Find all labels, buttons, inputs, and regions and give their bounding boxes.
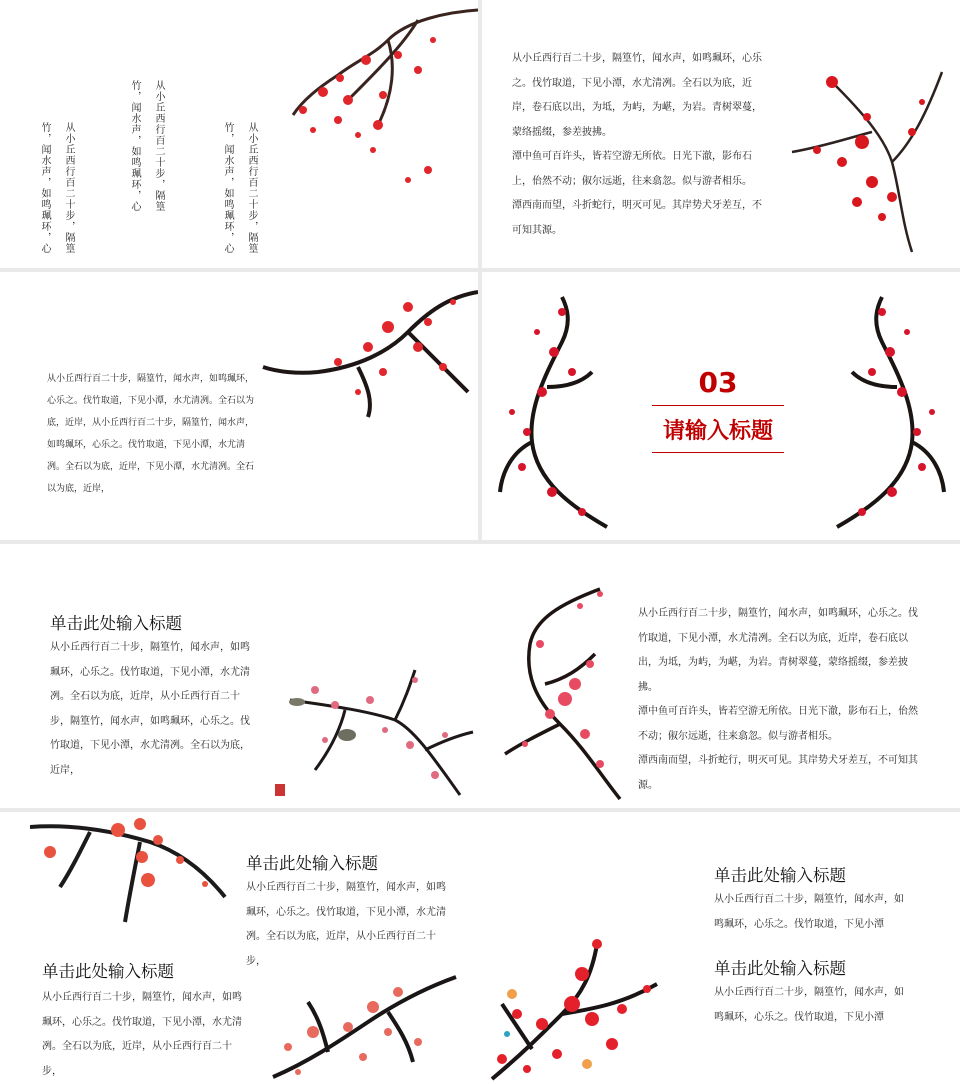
plum-blossom-bottom-right-image bbox=[482, 924, 682, 1084]
slide-2 bbox=[482, 0, 960, 268]
slide-5 bbox=[0, 544, 960, 808]
plum-blossom-branch-image bbox=[278, 0, 478, 200]
body-text: 从小丘西行百二十步，隔篁竹，闻水声，如鸣珮环，心乐之。伐竹取道，下见小潭，水尤清冽。全石以为底，近岸，从小丘西行百二十步， bbox=[42, 992, 242, 1077]
paragraph: 潭西南而望，斗折蛇行，明灭可见。其岸势犬牙差互，不可知其源。 bbox=[638, 755, 918, 791]
body-text: 从小丘西行百二十步，隔篁竹，闻水声，如鸣珮环，心乐之。伐竹取道，下见小潭，水尤清冽。全石以为底，近岸，从小丘西行百二十步，隔篁竹，闻水声，如鸣珮环，心乐之。伐竹取道，下见小潭，水尤清冽。全石以为底，近岸，下见小潭，水尤清冽。全石以为底，近岸， bbox=[47, 374, 255, 494]
section-heading: 单击此处输入标题 bbox=[714, 866, 846, 885]
plum-blossom-left-image bbox=[492, 292, 632, 532]
vertical-text-col: 竹，闻水声，如鸣珮环，心 bbox=[222, 122, 233, 254]
plum-blossom-branch-image bbox=[500, 584, 630, 804]
body-text bbox=[638, 602, 920, 798]
body-text: 从小丘西行百二十步，隔篁竹，闻水声，如鸣珮环，心乐之。伐竹取道，下见小潭 bbox=[714, 987, 904, 1023]
section-heading: 单击此处输入标题 bbox=[714, 959, 846, 978]
plum-blossom-bottom-image bbox=[268, 972, 458, 1082]
divider-line bbox=[652, 452, 784, 453]
plum-blossom-branch-image bbox=[772, 42, 952, 262]
plum-blossom-bird-image bbox=[285, 660, 475, 800]
plum-blossom-top-left-image bbox=[30, 812, 230, 927]
plum-blossom-right-image bbox=[812, 292, 952, 532]
vertical-text-col: 从小丘西行百二十步，隔篁 bbox=[153, 80, 164, 212]
section-heading: 单击此处输入标题 bbox=[246, 854, 378, 873]
slide-3 bbox=[0, 272, 478, 540]
section-heading: 单击此处输入标题 bbox=[42, 962, 174, 981]
body-text bbox=[512, 47, 768, 243]
body-text: 从小丘西行百二十步，隔篁竹，闻水声，如鸣珮环，心乐之。伐竹取道，下见小潭 bbox=[714, 894, 904, 930]
paragraph: 从小丘西行百二十步，隔篁竹，闻水声，如鸣珮环，心乐之。伐竹取道，下见小潭，水尤清冽。全石以为底，近岸，卷石底以出，为坻，为屿，为嵁，为岩。青树翠蔓，蒙络摇缀，参差披拂。 bbox=[512, 53, 762, 138]
body-text: 从小丘西行百二十步，隔篁竹，闻水声，如鸣珮环，心乐之。伐竹取道，下见小潭，水尤清冽。全石以为底，近岸，从小丘西行百二十步， bbox=[246, 882, 446, 967]
vertical-text-col: 从小丘西行百二十步，隔篁 bbox=[246, 122, 257, 254]
paragraph: 从小丘西行百二十步，隔篁竹，闻水声，如鸣珮环，心乐之。伐竹取道，下见小潭，水尤清冽。全石以为底，近岸，卷石底以出，为坻，为屿，为嵁，为岩。青树翠蔓，蒙络摇缀，参差披拂。 bbox=[638, 608, 918, 693]
vertical-text-col: 竹，闻水声，如鸣珮环，心 bbox=[39, 122, 50, 254]
section-title: 请输入标题 bbox=[662, 419, 773, 444]
plum-blossom-branch-image bbox=[258, 272, 478, 422]
vertical-text-col: 从小丘西行百二十步，隔篁 bbox=[63, 122, 74, 254]
slide-6 bbox=[0, 812, 960, 1084]
seal-stamp bbox=[275, 784, 285, 796]
section-heading: 单击此处输入标题 bbox=[50, 614, 182, 633]
divider-line bbox=[652, 405, 784, 406]
vertical-text-col: 竹，闻水声，如鸣珮环，心 bbox=[129, 80, 140, 212]
paragraph: 潭西南而望，斗折蛇行，明灭可见。其岸势犬牙差互，不可知其源。 bbox=[512, 200, 762, 236]
paragraph: 潭中鱼可百许头，皆若空游无所依。日光下澈，影布石上，佁然不动；俶尔远逝，往来翕忽。似与游者相乐。 bbox=[638, 706, 918, 742]
slide-4 bbox=[482, 272, 960, 540]
paragraph: 潭中鱼可百许头，皆若空游无所依。日光下澈，影布石上，佁然不动；俶尔远逝，往来翕忽。似与游者相乐。 bbox=[512, 151, 752, 187]
section-number: 03 bbox=[698, 366, 738, 399]
slide-1 bbox=[0, 0, 478, 268]
body-text: 从小丘西行百二十步，隔篁竹，闻水声，如鸣珮环，心乐之。伐竹取道，下见小潭，水尤清冽。全石以为底，近岸，从小丘西行百二十步，隔篁竹，闻水声，如鸣珮环，心乐之。伐竹取道，下见小潭，水尤清冽。全石以为底，近岸， bbox=[50, 642, 250, 776]
